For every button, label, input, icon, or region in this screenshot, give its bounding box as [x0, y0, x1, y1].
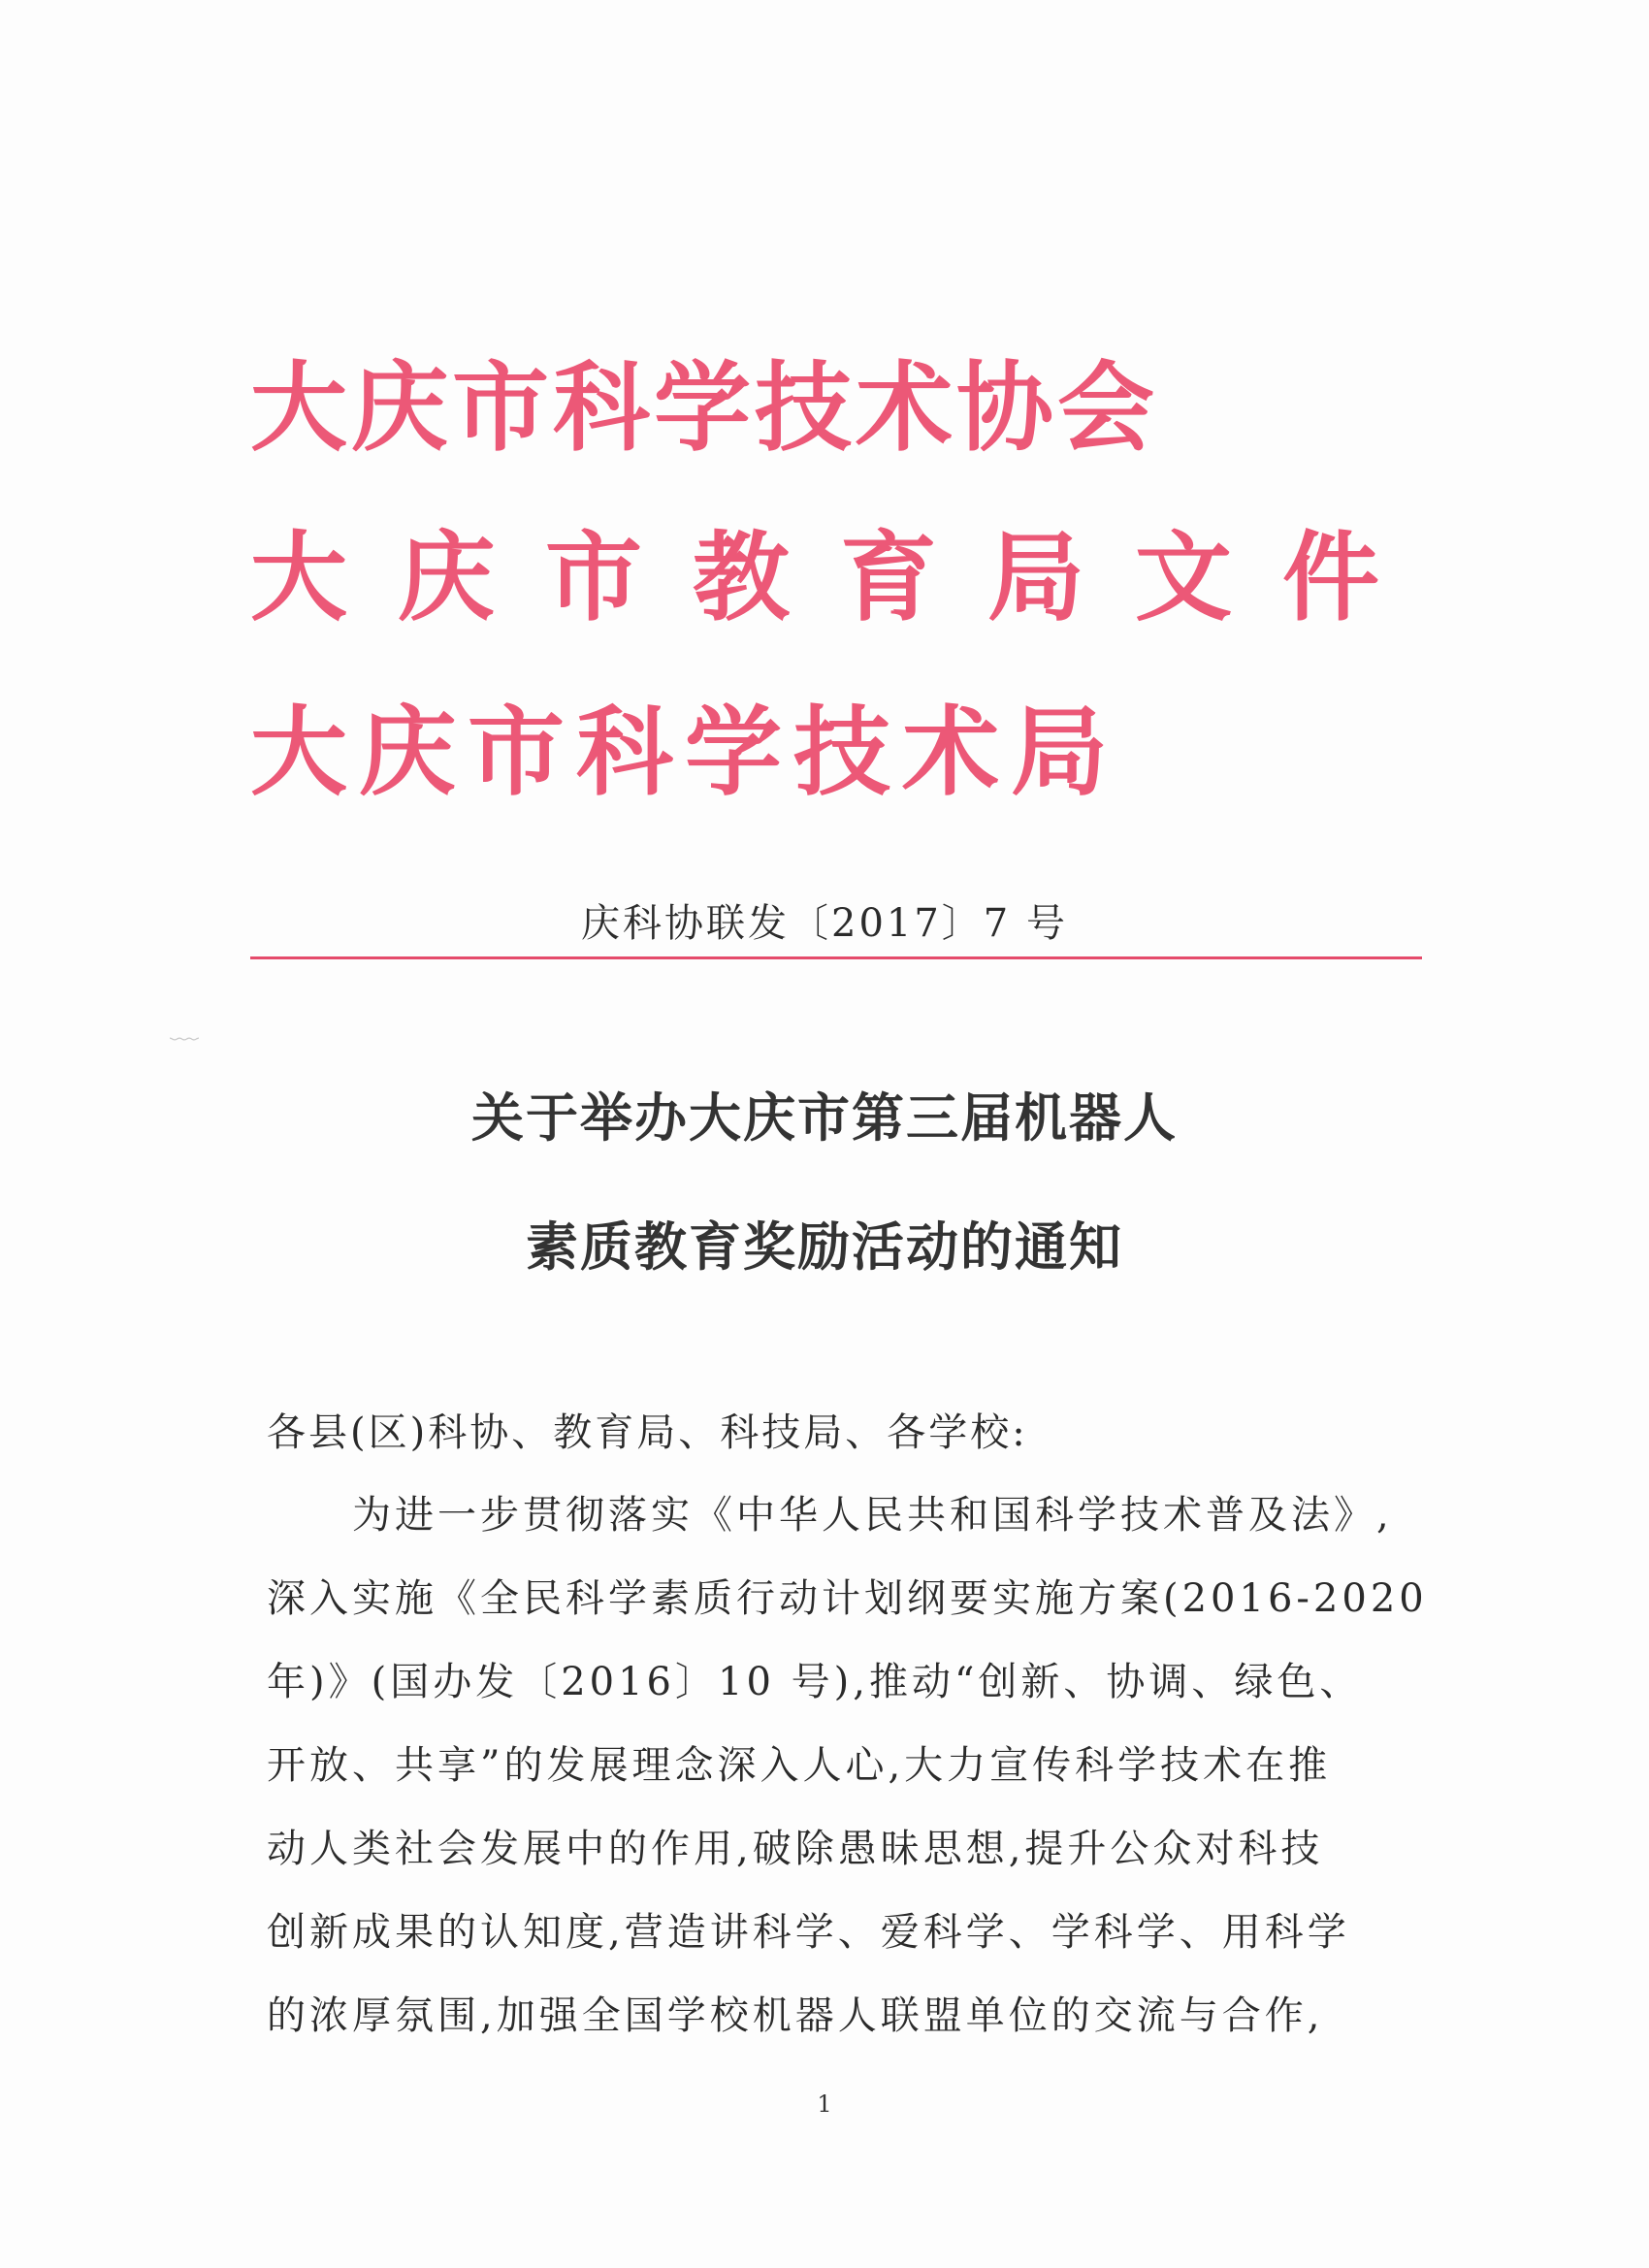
- body-line: 的浓厚氛围,加强全国学校机器人联盟单位的交流与合作,: [267, 1993, 1324, 2038]
- header-org-association: 大庆市科学技术协会: [250, 350, 1158, 465]
- notice-title-line-1: 关于举办大庆市第三届机器人: [471, 1086, 1178, 1149]
- body-line: 创新成果的认知度,营造讲科学、爱科学、学科学、用科学: [267, 1910, 1350, 1955]
- notice-title-line-2: 素质教育奖励活动的通知: [526, 1215, 1123, 1278]
- header-org-education-bureau: 大庆市教育局文件: [250, 520, 1430, 634]
- salutation: 各县(区)科协、教育局、科技局、各学校:: [267, 1410, 1028, 1455]
- body-line: 开放、共享”的发展理念深入人心,大力宣传科学技术在推: [267, 1743, 1332, 1788]
- body-line: 动人类社会发展中的作用,破除愚昧思想,提升公众对科技: [267, 1827, 1324, 1871]
- page-number: 1: [817, 2090, 832, 2118]
- body-line: 为进一步贯彻落实《中华人民共和国科学技术普及法》,: [267, 1493, 1393, 1538]
- document-number: 庆科协联发〔2017〕7 号: [581, 901, 1068, 946]
- body-line: 深入实施《全民科学素质行动计划纲要实施方案(2016-2020: [267, 1576, 1428, 1621]
- header-org-technology-bureau: 大庆市科学技术局: [250, 695, 1119, 809]
- scan-smudge: ﹋: [170, 1036, 199, 1070]
- body-line: 年)》(国办发〔2016〕10 号),推动“创新、协调、绿色、: [267, 1660, 1363, 1704]
- red-divider-line: [250, 956, 1422, 959]
